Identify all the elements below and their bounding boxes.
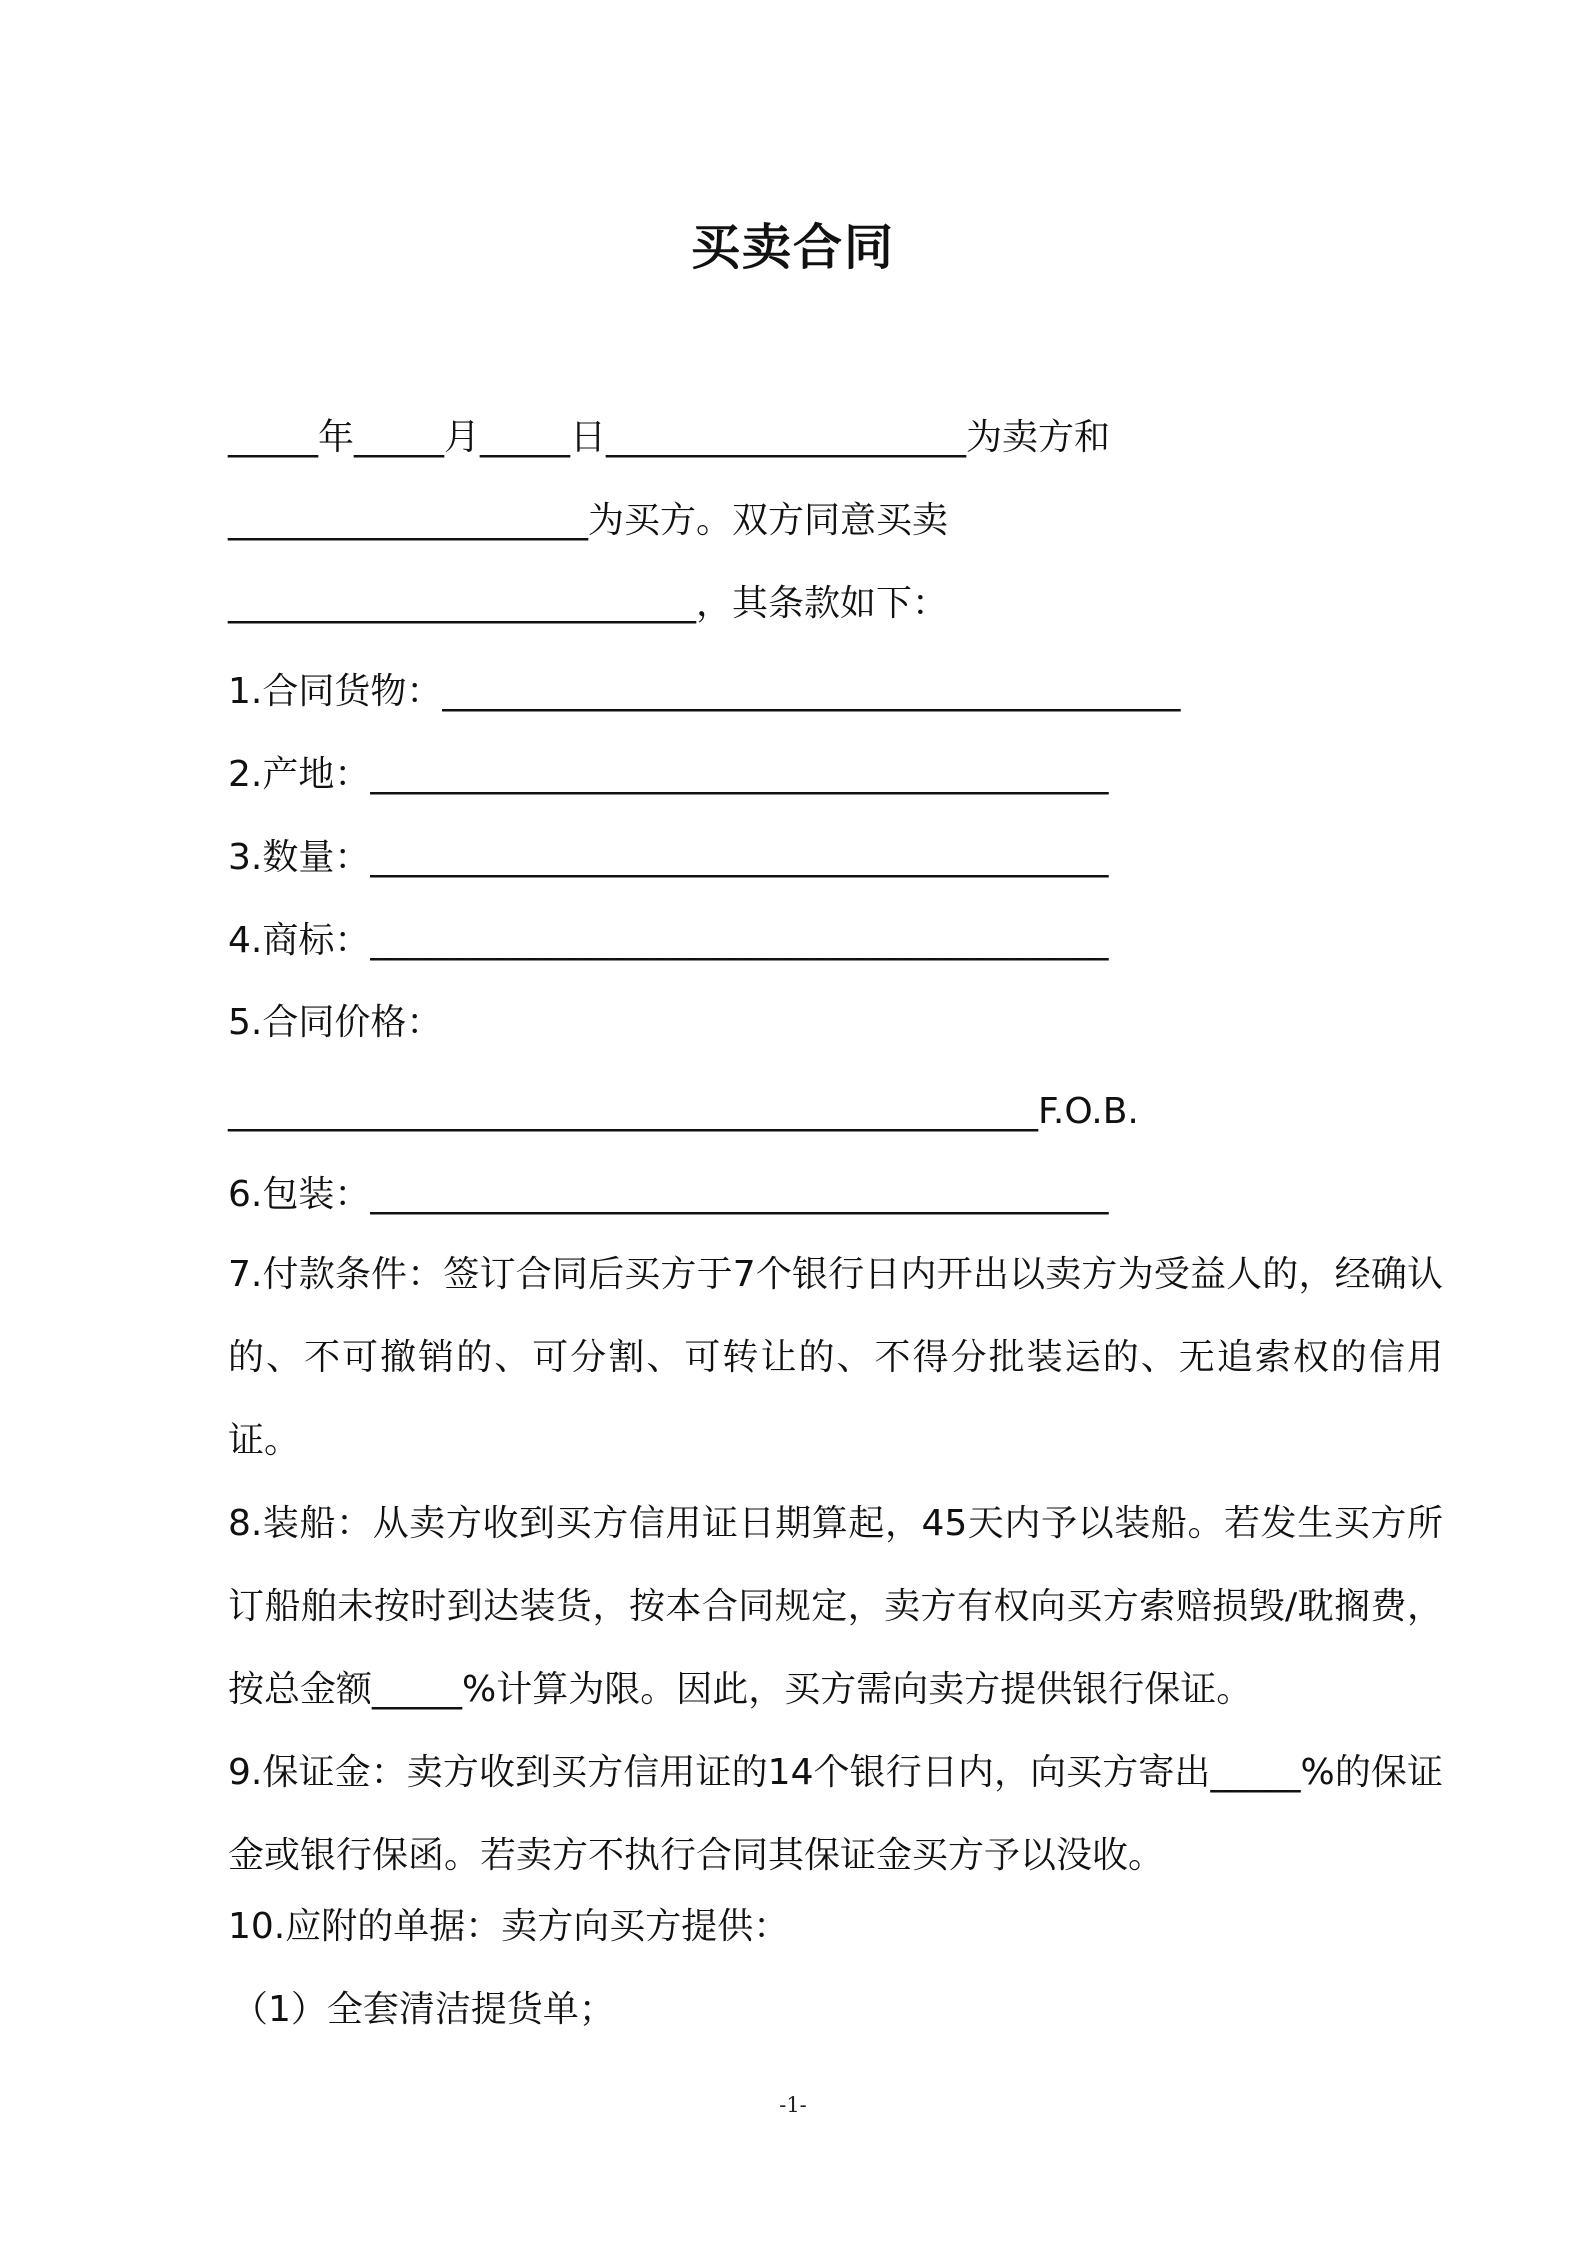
clause-origin: 2.产地：_________________________________________ bbox=[228, 754, 1109, 795]
document-title: 买卖合同 bbox=[690, 219, 895, 276]
clause-price-label: 5.合同价格： bbox=[228, 1002, 443, 1043]
clause-quantity: 3.数量：_________________________________________ bbox=[228, 837, 1109, 878]
clause-documents-item-1: （1）全套清洁提货单； bbox=[232, 1989, 615, 2030]
intro-line-date-seller: _____年_____月_____日____________________为卖方和 bbox=[228, 417, 1111, 458]
clause-deposit: 9.保证金：卖方收到买方信用证的14个银行日内，向买方寄出_____%的保证金或银行保函。若卖方不执行合同其保证金买方予以没收。 bbox=[228, 1752, 1443, 1876]
clause-goods: 1.合同货物：_________________________________________ bbox=[228, 671, 1181, 712]
page-number: -1- bbox=[779, 2093, 807, 2117]
intro-line-buyer: ____________________为买方。双方同意买卖 bbox=[228, 500, 949, 541]
clause-trademark: 4.商标：_________________________________________ bbox=[228, 920, 1109, 961]
clause-payment: 7.付款条件：签订合同后买方于7个银行日内开出以卖方为受益人的，经确认的、不可撤销的、可分割、可转让的、不得分批装运的、无追索权的信用证。 bbox=[228, 1254, 1443, 1461]
clause-shipment: 8.装船：从卖方收到买方信用证日期算起，45天内予以装船。若发生买方所订船舶未按时到达装货，按本合同规定，卖方有权向买方索赔损毁/耽搁费，按总金额_____%计算为限。因此，买方需向卖方提供银行保证。 bbox=[228, 1503, 1443, 1710]
clause-price-line: _____________________________________________F.O.B. bbox=[228, 1091, 1139, 1132]
intro-line-terms: __________________________，其条款如下： bbox=[228, 583, 949, 624]
clause-packing: 6.包装：_________________________________________ bbox=[228, 1174, 1109, 1215]
clause-documents: 10.应附的单据：卖方向买方提供： bbox=[228, 1906, 790, 1947]
